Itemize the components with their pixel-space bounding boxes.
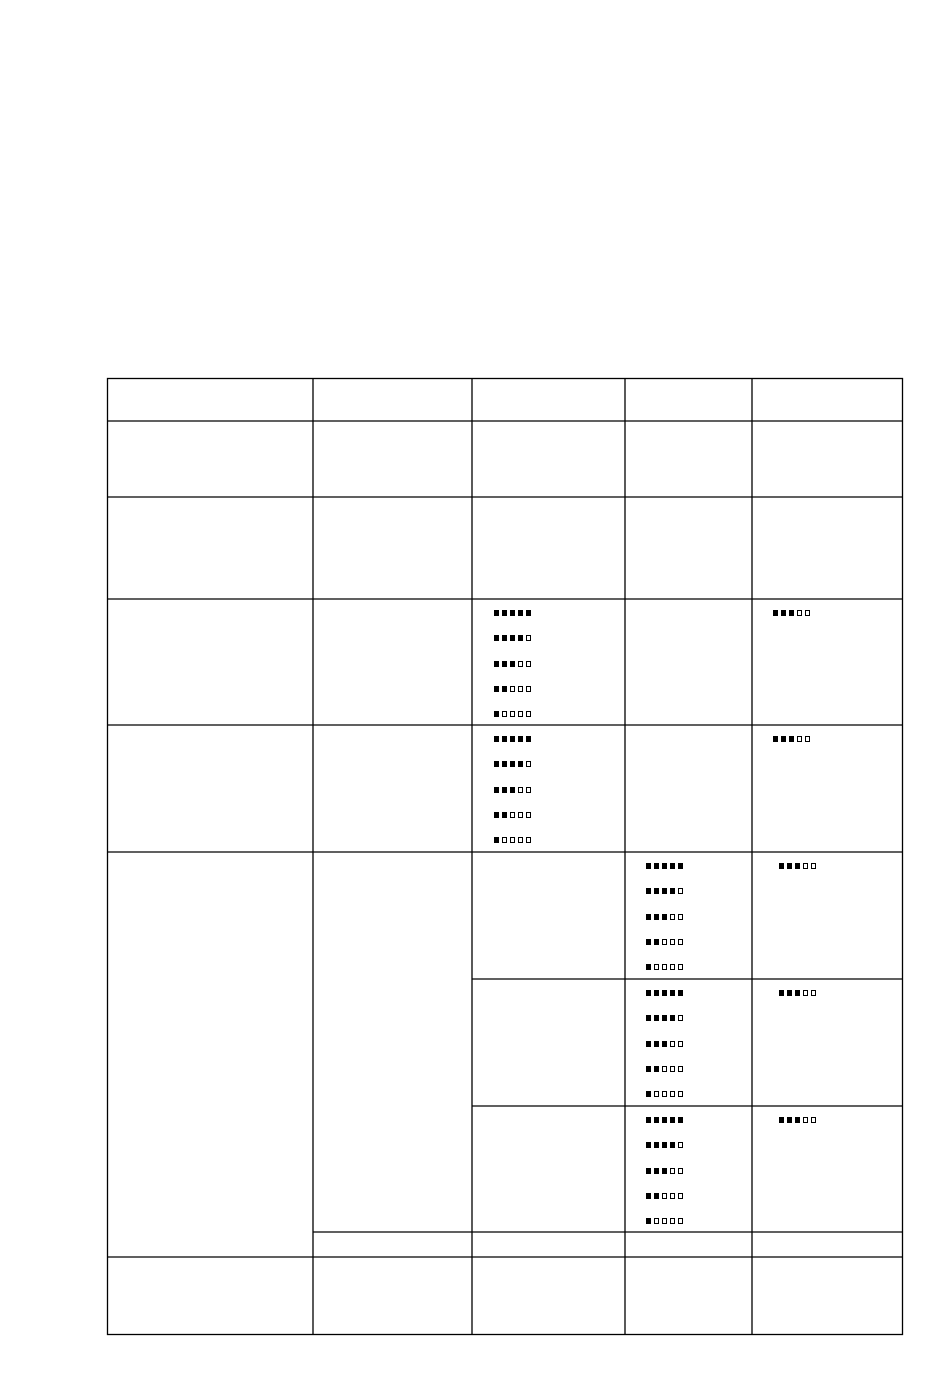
rating-square-filled bbox=[654, 863, 659, 869]
rating-square-filled bbox=[654, 1015, 659, 1021]
rating-square-empty bbox=[678, 1168, 683, 1174]
table-border bbox=[108, 379, 903, 1335]
rating-square-empty bbox=[518, 711, 523, 717]
rating-square-filled bbox=[510, 736, 515, 742]
rating-square-filled bbox=[662, 1168, 667, 1174]
rating-square-filled bbox=[494, 635, 499, 641]
rating-square-filled bbox=[670, 1142, 675, 1148]
rating-indicator bbox=[646, 888, 683, 894]
rating-square-empty bbox=[654, 964, 659, 970]
rating-indicator bbox=[646, 1142, 683, 1148]
rating-square-empty bbox=[803, 990, 808, 996]
rating-indicator bbox=[773, 736, 810, 742]
rating-square-empty bbox=[662, 1218, 667, 1224]
rating-square-filled bbox=[510, 787, 515, 793]
rating-square-empty bbox=[518, 787, 523, 793]
rating-square-filled bbox=[518, 761, 523, 767]
rating-square-filled bbox=[787, 990, 792, 996]
rating-square-empty bbox=[811, 863, 816, 869]
rating-indicator bbox=[494, 686, 531, 692]
rating-square-empty bbox=[670, 914, 675, 920]
rating-square-filled bbox=[502, 812, 507, 818]
rating-square-filled bbox=[670, 1015, 675, 1021]
rating-square-filled bbox=[781, 736, 786, 742]
rating-square-filled bbox=[654, 1117, 659, 1123]
rating-indicator bbox=[646, 1218, 683, 1224]
rating-square-filled bbox=[654, 888, 659, 894]
rating-square-empty bbox=[678, 964, 683, 970]
rating-indicator bbox=[646, 939, 683, 945]
rating-square-filled bbox=[670, 888, 675, 894]
rating-indicator bbox=[646, 914, 683, 920]
rating-square-filled bbox=[646, 964, 651, 970]
rating-square-empty bbox=[678, 914, 683, 920]
rating-square-filled bbox=[795, 1117, 800, 1123]
rating-square-filled bbox=[787, 1117, 792, 1123]
rating-square-filled bbox=[646, 1142, 651, 1148]
rating-square-empty bbox=[526, 812, 531, 818]
rating-square-filled bbox=[502, 787, 507, 793]
rating-square-empty bbox=[518, 812, 523, 818]
rating-square-empty bbox=[797, 736, 802, 742]
rating-square-filled bbox=[789, 610, 794, 616]
rating-square-empty bbox=[510, 812, 515, 818]
rating-square-empty bbox=[654, 1091, 659, 1097]
rating-square-filled bbox=[510, 661, 515, 667]
rating-indicator bbox=[646, 1066, 683, 1072]
rating-square-empty bbox=[662, 939, 667, 945]
rating-square-empty bbox=[510, 686, 515, 692]
rating-square-filled bbox=[646, 1117, 651, 1123]
rating-square-filled bbox=[779, 1117, 784, 1123]
rating-square-filled bbox=[678, 1117, 683, 1123]
rating-indicator bbox=[494, 787, 531, 793]
rating-indicator bbox=[494, 736, 531, 742]
rating-indicator bbox=[646, 863, 683, 869]
rating-square-empty bbox=[662, 1091, 667, 1097]
rating-square-filled bbox=[518, 635, 523, 641]
rating-square-empty bbox=[678, 1142, 683, 1148]
rating-square-filled bbox=[662, 990, 667, 996]
rating-indicator bbox=[494, 837, 531, 843]
rating-square-filled bbox=[654, 1066, 659, 1072]
rating-indicator bbox=[494, 610, 531, 616]
rating-square-filled bbox=[526, 736, 531, 742]
rating-square-filled bbox=[654, 990, 659, 996]
rating-square-filled bbox=[646, 939, 651, 945]
rating-square-filled bbox=[795, 990, 800, 996]
rating-square-empty bbox=[678, 1091, 683, 1097]
rating-square-filled bbox=[646, 990, 651, 996]
rating-square-empty bbox=[678, 1193, 683, 1199]
rating-square-empty bbox=[518, 837, 523, 843]
rating-square-filled bbox=[662, 914, 667, 920]
rating-square-empty bbox=[670, 1168, 675, 1174]
rating-square-empty bbox=[670, 964, 675, 970]
rating-indicator bbox=[646, 1041, 683, 1047]
rating-square-filled bbox=[646, 1015, 651, 1021]
rating-square-empty bbox=[803, 863, 808, 869]
rating-square-filled bbox=[646, 1041, 651, 1047]
rating-square-filled bbox=[494, 686, 499, 692]
rating-square-filled bbox=[654, 1193, 659, 1199]
rating-square-filled bbox=[646, 914, 651, 920]
rating-square-empty bbox=[678, 1041, 683, 1047]
rating-indicator bbox=[779, 1117, 816, 1123]
rating-square-filled bbox=[773, 610, 778, 616]
rating-square-filled bbox=[779, 863, 784, 869]
rating-square-filled bbox=[518, 736, 523, 742]
rating-square-empty bbox=[805, 736, 810, 742]
rating-square-filled bbox=[670, 990, 675, 996]
rating-square-filled bbox=[502, 761, 507, 767]
rating-indicator bbox=[646, 1091, 683, 1097]
rating-square-filled bbox=[510, 761, 515, 767]
rating-square-empty bbox=[526, 787, 531, 793]
rating-square-filled bbox=[646, 1193, 651, 1199]
rating-square-filled bbox=[670, 863, 675, 869]
rating-square-empty bbox=[526, 661, 531, 667]
rating-square-empty bbox=[654, 1218, 659, 1224]
rating-square-empty bbox=[678, 1015, 683, 1021]
rating-square-filled bbox=[789, 736, 794, 742]
rating-square-filled bbox=[518, 610, 523, 616]
rating-square-filled bbox=[646, 888, 651, 894]
rating-square-empty bbox=[526, 686, 531, 692]
rating-square-filled bbox=[494, 837, 499, 843]
rating-square-filled bbox=[662, 863, 667, 869]
rating-square-empty bbox=[678, 939, 683, 945]
rating-square-filled bbox=[678, 863, 683, 869]
rating-square-filled bbox=[654, 914, 659, 920]
rating-indicator bbox=[494, 635, 531, 641]
rating-square-empty bbox=[662, 1066, 667, 1072]
rating-square-filled bbox=[494, 736, 499, 742]
rating-indicator bbox=[494, 661, 531, 667]
rating-square-empty bbox=[510, 837, 515, 843]
rating-square-filled bbox=[654, 1041, 659, 1047]
rating-square-filled bbox=[646, 863, 651, 869]
rating-square-filled bbox=[646, 1066, 651, 1072]
rating-square-filled bbox=[662, 1015, 667, 1021]
rating-square-filled bbox=[502, 686, 507, 692]
rating-square-filled bbox=[494, 711, 499, 717]
rating-square-filled bbox=[494, 761, 499, 767]
rating-square-empty bbox=[678, 1066, 683, 1072]
rating-square-filled bbox=[654, 1168, 659, 1174]
rating-square-filled bbox=[510, 610, 515, 616]
rating-square-filled bbox=[494, 661, 499, 667]
rating-square-empty bbox=[526, 837, 531, 843]
rating-square-filled bbox=[654, 1142, 659, 1148]
rating-square-empty bbox=[662, 964, 667, 970]
rating-square-filled bbox=[662, 1142, 667, 1148]
rating-square-filled bbox=[779, 990, 784, 996]
rating-square-filled bbox=[662, 1117, 667, 1123]
rating-square-filled bbox=[502, 661, 507, 667]
rating-square-filled bbox=[646, 1218, 651, 1224]
rating-square-filled bbox=[781, 610, 786, 616]
rating-square-empty bbox=[526, 711, 531, 717]
rating-square-empty bbox=[518, 686, 523, 692]
rating-square-filled bbox=[526, 610, 531, 616]
rating-square-filled bbox=[787, 863, 792, 869]
rating-square-empty bbox=[510, 711, 515, 717]
rating-square-empty bbox=[502, 711, 507, 717]
rating-square-filled bbox=[678, 990, 683, 996]
rating-indicator bbox=[494, 812, 531, 818]
rating-square-filled bbox=[662, 1041, 667, 1047]
rating-square-filled bbox=[646, 1091, 651, 1097]
rating-indicator bbox=[773, 610, 810, 616]
rating-indicator bbox=[646, 1168, 683, 1174]
rating-square-empty bbox=[670, 1066, 675, 1072]
rating-indicator bbox=[779, 990, 816, 996]
rating-indicator bbox=[646, 964, 683, 970]
rating-square-empty bbox=[670, 1218, 675, 1224]
rating-square-empty bbox=[670, 1193, 675, 1199]
rating-indicator bbox=[494, 761, 531, 767]
rating-square-filled bbox=[795, 863, 800, 869]
rating-square-filled bbox=[670, 1117, 675, 1123]
rating-indicator bbox=[779, 863, 816, 869]
rating-square-empty bbox=[811, 990, 816, 996]
rating-square-empty bbox=[670, 939, 675, 945]
rating-indicator bbox=[494, 711, 531, 717]
rating-square-empty bbox=[518, 661, 523, 667]
rating-square-empty bbox=[805, 610, 810, 616]
rating-indicator bbox=[646, 1015, 683, 1021]
rating-square-filled bbox=[510, 635, 515, 641]
rating-square-filled bbox=[502, 635, 507, 641]
rating-square-empty bbox=[502, 837, 507, 843]
rating-square-filled bbox=[773, 736, 778, 742]
rating-square-filled bbox=[502, 736, 507, 742]
rating-square-empty bbox=[526, 761, 531, 767]
rating-square-empty bbox=[811, 1117, 816, 1123]
rating-square-filled bbox=[654, 939, 659, 945]
rating-square-empty bbox=[662, 1193, 667, 1199]
rating-square-empty bbox=[797, 610, 802, 616]
rating-square-empty bbox=[670, 1091, 675, 1097]
rating-square-filled bbox=[494, 812, 499, 818]
rating-square-empty bbox=[526, 635, 531, 641]
rating-square-filled bbox=[646, 1168, 651, 1174]
rating-square-filled bbox=[502, 610, 507, 616]
rating-square-filled bbox=[494, 787, 499, 793]
rating-square-empty bbox=[803, 1117, 808, 1123]
rating-indicator bbox=[646, 990, 683, 996]
rating-indicator bbox=[646, 1193, 683, 1199]
rating-square-empty bbox=[678, 888, 683, 894]
rating-square-filled bbox=[662, 888, 667, 894]
rating-square-empty bbox=[678, 1218, 683, 1224]
rating-square-filled bbox=[494, 610, 499, 616]
rating-square-empty bbox=[670, 1041, 675, 1047]
rating-indicator bbox=[646, 1117, 683, 1123]
